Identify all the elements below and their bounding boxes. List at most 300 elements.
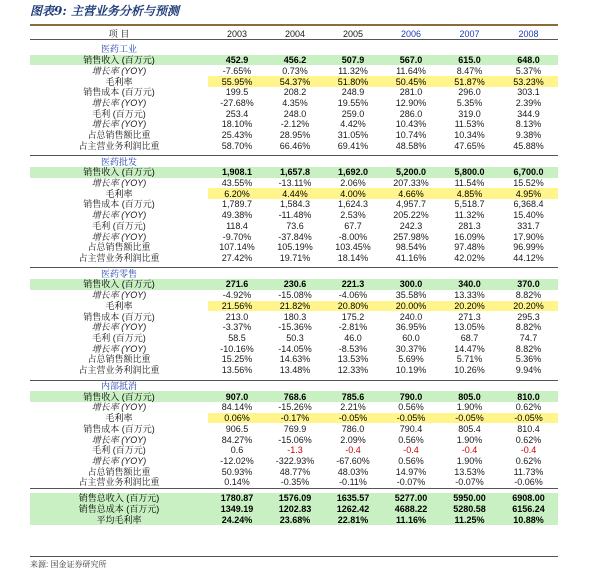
value-cell: 768.6 — [266, 391, 324, 402]
value-cell: 46.0 — [344, 333, 362, 344]
value-cell: 68.7 — [460, 333, 479, 344]
value-cell: 0.6 — [230, 445, 244, 456]
totals-value: 1262.42 — [324, 503, 382, 514]
value-cell: -4.06% — [338, 290, 368, 301]
value-cell: 271.6 — [208, 279, 266, 290]
value-cell: 21.56% — [208, 301, 266, 312]
value-cell: 69.41% — [337, 140, 369, 151]
empty-cell — [324, 380, 382, 391]
section-header-row — [30, 44, 558, 55]
empty-cell — [208, 44, 266, 55]
totals-value: 1202.83 — [266, 503, 324, 514]
value-cell: 207.33% — [393, 177, 429, 188]
value-cell: -9.70% — [222, 231, 252, 242]
totals-label: 销售总收入 (百万元) — [30, 493, 208, 504]
totals-value: 1780.87 — [208, 493, 266, 504]
empty-cell — [208, 380, 266, 391]
value-cell: -37.84% — [278, 231, 312, 242]
value-cell: 14.97% — [395, 466, 427, 477]
table-row — [30, 477, 558, 488]
totals-value: 22.81% — [324, 514, 382, 525]
empty-cell — [266, 268, 324, 279]
value-cell: 48.03% — [337, 466, 369, 477]
value-cell: 2.53% — [340, 210, 366, 221]
table-row — [30, 76, 558, 87]
value-cell: 8.47% — [456, 65, 483, 76]
value-cell: 319.0 — [458, 108, 481, 119]
section-header-row — [30, 156, 558, 167]
value-cell: 6,700.0 — [499, 167, 558, 178]
value-cell: 50.45% — [382, 76, 440, 87]
totals-value: 1349.19 — [208, 503, 266, 514]
value-cell: 12.33% — [337, 365, 369, 376]
value-cell: 0.06% — [208, 413, 266, 424]
value-cell: -4.92% — [222, 290, 252, 301]
value-cell: 786.0 — [341, 423, 365, 434]
value-cell: 5.69% — [398, 354, 424, 365]
value-cell: 19.71% — [279, 253, 311, 264]
row-label: 销售成本 (百万元) — [83, 199, 155, 210]
value-cell: 8.13% — [515, 119, 542, 130]
value-cell: 15.52% — [513, 177, 544, 188]
value-cell: -13.11% — [278, 177, 312, 188]
value-cell: 60.0 — [402, 333, 420, 344]
value-cell: 0.62% — [515, 455, 542, 466]
value-cell: 1,657.8 — [266, 167, 324, 178]
value-cell: 296.0 — [458, 87, 481, 98]
value-cell: 253.4 — [225, 108, 249, 119]
value-cell: 0.14% — [224, 477, 250, 488]
value-cell: 9.38% — [515, 130, 542, 141]
row-label: 增长率 (YOY) — [91, 343, 147, 354]
value-cell: 97.48% — [454, 242, 485, 253]
value-cell: 54.37% — [266, 76, 324, 87]
value-cell: 16.09% — [454, 231, 485, 242]
value-cell: 50.93% — [221, 466, 253, 477]
value-cell: -14.05% — [278, 343, 312, 354]
totals-value: 5950.00 — [440, 493, 499, 504]
row-label: 占主营业务利润比重 — [78, 477, 160, 488]
section-name: 医药零售 — [30, 268, 208, 279]
source-note: 来源: 国金证券研究所 — [30, 560, 107, 569]
footer-divider — [30, 556, 558, 557]
value-cell: -2.81% — [338, 322, 368, 333]
value-cell: 28.95% — [279, 130, 311, 141]
value-cell: 35.58% — [395, 290, 427, 301]
value-cell: 53.23% — [499, 76, 558, 87]
value-cell: 10.19% — [395, 365, 427, 376]
value-cell: 4.42% — [340, 119, 366, 130]
table-row — [30, 253, 558, 264]
value-cell: 11.32% — [338, 65, 368, 76]
totals-value: 11.16% — [382, 514, 440, 525]
value-cell: -0.07% — [396, 477, 426, 488]
row-label: 增长率 (YOY) — [91, 119, 147, 130]
forecast-table — [30, 28, 558, 525]
section-name: 医药批发 — [30, 156, 208, 167]
value-cell: 5,200.0 — [382, 167, 440, 178]
value-cell: 66.46% — [279, 140, 311, 151]
value-cell: 213.0 — [225, 311, 249, 322]
value-cell: 4.35% — [282, 97, 308, 108]
empty-cell — [382, 380, 440, 391]
value-cell: 242.3 — [399, 220, 423, 231]
value-cell: 344.9 — [517, 108, 540, 119]
value-cell: 1.90% — [456, 455, 483, 466]
table-row — [30, 119, 558, 130]
empty-cell — [382, 44, 440, 55]
table-row — [30, 221, 558, 232]
value-cell: 47.65% — [454, 140, 485, 151]
value-cell: 48.58% — [395, 140, 427, 151]
value-cell: 4.00% — [324, 188, 382, 199]
row-label: 占总销售额比重 — [87, 242, 151, 253]
table-row — [30, 402, 558, 413]
value-cell: -10.16% — [220, 343, 254, 354]
value-cell: 175.2 — [341, 311, 365, 322]
value-cell: 73.6 — [286, 220, 304, 231]
value-cell: 507.9 — [324, 55, 382, 66]
value-cell: 331.7 — [517, 220, 540, 231]
table-row — [30, 466, 558, 477]
value-cell: 12.90% — [395, 97, 427, 108]
value-cell: 11.53% — [454, 119, 485, 130]
value-cell: 118.4 — [226, 220, 248, 231]
empty-cell — [440, 268, 499, 279]
table-body — [30, 28, 558, 525]
totals-row — [30, 493, 558, 504]
value-cell: 10.34% — [454, 130, 485, 141]
value-cell: 340.0 — [440, 279, 499, 290]
value-cell: -8.53% — [338, 343, 368, 354]
table-row — [30, 87, 558, 98]
value-cell: -15.26% — [278, 402, 312, 413]
section-name: 内部抵消 — [30, 380, 208, 391]
value-cell: 20.20% — [440, 301, 499, 312]
section-name: 医药工业 — [100, 44, 137, 55]
totals-value: 5277.00 — [382, 493, 440, 504]
value-cell: -15.06% — [278, 434, 312, 445]
value-cell: 10.26% — [454, 365, 485, 376]
row-label: 占主营业务利润比重 — [78, 140, 160, 151]
value-cell: 615.0 — [440, 55, 499, 66]
year-header: 2006 — [382, 28, 440, 40]
row-label: 毛利率 — [30, 301, 208, 312]
value-cell: -67.60% — [336, 455, 370, 466]
row-label: 销售收入 (百万元) — [30, 279, 208, 290]
value-cell: 25.43% — [221, 130, 253, 141]
value-cell: 2.21% — [340, 402, 366, 413]
value-cell: 5.35% — [456, 97, 483, 108]
value-cell: 5.36% — [515, 354, 542, 365]
value-cell: 11.54% — [454, 177, 485, 188]
value-cell: 21.82% — [266, 301, 324, 312]
value-cell: 370.0 — [499, 279, 558, 290]
table-row — [30, 311, 558, 322]
value-cell: -0.4 — [403, 445, 419, 456]
title-divider — [30, 24, 558, 26]
value-cell: 42.02% — [454, 253, 485, 264]
value-cell: 4,957.7 — [395, 199, 427, 210]
row-label: 销售收入 (百万元) — [30, 167, 208, 178]
value-cell: 96.99% — [513, 242, 544, 253]
value-cell: 84.27% — [221, 434, 253, 445]
value-cell: 13.53% — [337, 354, 369, 365]
table-row — [30, 456, 558, 467]
value-cell: -3.37% — [222, 322, 252, 333]
value-cell: 55.95% — [208, 76, 266, 87]
value-cell: 0.62% — [515, 434, 542, 445]
value-cell: 17.90% — [513, 231, 544, 242]
year-header: 2003 — [208, 28, 266, 40]
value-cell: 15.40% — [513, 210, 544, 221]
row-label: 增长率 (YOY) — [91, 455, 147, 466]
value-cell: -0.17% — [266, 413, 324, 424]
value-cell: 43.55% — [221, 177, 253, 188]
empty-cell — [382, 268, 440, 279]
value-cell: 2.09% — [340, 434, 366, 445]
value-cell: 4.95% — [499, 188, 558, 199]
empty-cell — [324, 44, 382, 55]
row-label: 占总销售额比重 — [87, 466, 151, 477]
table-row — [30, 322, 558, 333]
row-label: 增长率 (YOY) — [91, 290, 147, 301]
value-cell: 257.98% — [393, 231, 429, 242]
value-cell: 286.0 — [399, 108, 423, 119]
value-cell: -322.93% — [275, 455, 315, 466]
row-label: 增长率 (YOY) — [91, 97, 147, 108]
table-row — [30, 434, 558, 445]
totals-value: 23.68% — [266, 514, 324, 525]
empty-cell — [440, 380, 499, 391]
value-cell: 0.56% — [398, 402, 424, 413]
row-label: 毛利 (百万元) — [92, 220, 146, 231]
year-header: 2005 — [324, 28, 382, 40]
totals-value: 1576.09 — [266, 493, 324, 504]
value-cell: 281.3 — [458, 220, 481, 231]
table-row — [30, 333, 558, 344]
table-row — [30, 343, 558, 354]
value-cell: 2.39% — [515, 97, 542, 108]
table-row — [30, 445, 558, 456]
value-cell: 1.90% — [456, 402, 483, 413]
value-cell: 5,800.0 — [440, 167, 499, 178]
value-cell: 5.71% — [456, 354, 483, 365]
value-cell: 2.06% — [340, 177, 366, 188]
value-cell: 8.82% — [515, 290, 542, 301]
row-label: 毛利 (百万元) — [92, 445, 146, 456]
value-cell: 107.14% — [219, 242, 255, 253]
year-header: 2008 — [499, 28, 558, 40]
value-cell: 5.37% — [515, 65, 542, 76]
value-cell: 4.66% — [382, 188, 440, 199]
value-cell: 240.0 — [399, 311, 423, 322]
value-cell: 20.80% — [324, 301, 382, 312]
value-cell: 8.82% — [515, 343, 542, 354]
table-row — [30, 140, 558, 151]
value-cell: 48.77% — [279, 466, 311, 477]
row-label: 增长率 (YOY) — [91, 231, 147, 242]
value-cell: -0.06% — [514, 477, 543, 488]
value-cell: 15.25% — [221, 354, 253, 365]
row-label: 销售成本 (百万元) — [83, 311, 155, 322]
value-cell: 906.5 — [225, 423, 249, 434]
value-cell: 13.33% — [454, 290, 485, 301]
totals-value: 10.88% — [499, 514, 558, 525]
value-cell: 1,789.7 — [221, 199, 253, 210]
table-row — [30, 65, 558, 76]
value-cell: 221.3 — [324, 279, 382, 290]
table-row — [30, 210, 558, 221]
year-header: 2004 — [266, 28, 324, 40]
value-cell: 105.19% — [277, 242, 313, 253]
value-cell: 180.3 — [283, 311, 307, 322]
empty-cell — [499, 44, 558, 55]
totals-value: 24.24% — [208, 514, 266, 525]
value-cell: 271.3 — [458, 311, 481, 322]
value-cell: -0.07% — [455, 477, 484, 488]
row-label: 销售成本 (百万元) — [83, 87, 155, 98]
value-cell: 810.4 — [517, 423, 540, 434]
table-row — [30, 199, 558, 210]
table-row — [30, 98, 558, 109]
value-cell: 0.56% — [398, 455, 424, 466]
value-cell: 58.5 — [228, 333, 246, 344]
value-cell: 51.80% — [324, 76, 382, 87]
row-label: 销售收入 (百万元) — [30, 391, 208, 402]
totals-value: 6908.00 — [499, 493, 558, 504]
totals-value: 6156.24 — [499, 503, 558, 514]
row-label: 毛利 (百万元) — [92, 333, 146, 344]
row-label: 增长率 (YOY) — [91, 177, 147, 188]
empty-cell — [440, 44, 499, 55]
value-cell: 13.53% — [454, 466, 485, 477]
row-label: 占总销售额比重 — [87, 130, 151, 141]
value-cell: -15.36% — [278, 322, 312, 333]
totals-label: 平均毛利率 — [30, 514, 208, 525]
table-row — [30, 354, 558, 365]
value-cell: 4.44% — [266, 188, 324, 199]
row-label: 占主营业务利润比重 — [78, 365, 160, 376]
value-cell: -11.48% — [278, 210, 312, 221]
value-cell: -0.05% — [499, 413, 558, 424]
table-row — [30, 231, 558, 242]
value-cell: 18.10% — [221, 119, 253, 130]
value-cell: 67.7 — [344, 220, 362, 231]
value-cell: 6,368.4 — [513, 199, 544, 210]
value-cell: 452.9 — [208, 55, 266, 66]
value-cell: 19.55% — [337, 97, 369, 108]
value-cell: -8.00% — [338, 231, 368, 242]
value-cell: 1,692.0 — [324, 167, 382, 178]
row-label: 增长率 (YOY) — [91, 322, 147, 333]
row-label: 占主营业务利润比重 — [78, 253, 160, 264]
value-cell: 199.5 — [225, 87, 249, 98]
empty-cell — [382, 156, 440, 167]
value-cell: 205.22% — [393, 210, 429, 221]
empty-cell — [324, 268, 382, 279]
row-label: 毛利率 — [30, 188, 208, 199]
value-cell: -12.02% — [220, 455, 254, 466]
value-cell: -0.4 — [520, 445, 537, 456]
value-cell: -2.12% — [280, 119, 310, 130]
table-row — [30, 242, 558, 253]
table-row — [30, 130, 558, 141]
value-cell: 208.2 — [283, 87, 307, 98]
empty-cell — [208, 268, 266, 279]
value-cell: 805.0 — [440, 391, 499, 402]
value-cell: 6.20% — [208, 188, 266, 199]
table-row — [30, 365, 558, 376]
totals-row — [30, 503, 558, 514]
table-row — [30, 188, 558, 199]
value-cell: 281.0 — [399, 87, 423, 98]
header-label: 项 目 — [30, 28, 208, 40]
value-cell: -27.68% — [220, 97, 254, 108]
value-cell: -0.4 — [345, 445, 361, 456]
empty-cell — [266, 156, 324, 167]
value-cell: 14.63% — [279, 354, 311, 365]
value-cell: 300.0 — [382, 279, 440, 290]
value-cell: 1,584.3 — [279, 199, 311, 210]
value-cell: 27.42% — [221, 253, 253, 264]
table-row — [30, 290, 558, 301]
value-cell: 303.1 — [517, 87, 540, 98]
row-label: 占总销售额比重 — [87, 354, 151, 365]
value-cell: 8.82% — [515, 322, 542, 333]
value-cell: 1,908.1 — [208, 167, 266, 178]
value-cell: 10.74% — [395, 130, 427, 141]
row-label: 毛利率 — [30, 76, 208, 87]
value-cell: 13.48% — [279, 365, 311, 376]
value-cell: 907.0 — [208, 391, 266, 402]
section-header-row — [30, 268, 558, 279]
row-label: 销售收入 (百万元) — [30, 55, 208, 66]
value-cell: 1.90% — [456, 434, 483, 445]
value-cell: 31.05% — [337, 130, 369, 141]
table-row — [30, 55, 558, 66]
value-cell: 248.9 — [341, 87, 365, 98]
empty-cell — [324, 156, 382, 167]
value-cell: -0.35% — [280, 477, 310, 488]
value-cell: 50.3 — [286, 333, 304, 344]
value-cell: 98.54% — [395, 242, 427, 253]
value-cell: 259.0 — [341, 108, 365, 119]
table-row — [30, 279, 558, 290]
value-cell: 790.0 — [382, 391, 440, 402]
value-cell: 11.32% — [454, 210, 485, 221]
value-cell: 785.6 — [324, 391, 382, 402]
row-label: 毛利 (百万元) — [92, 108, 146, 119]
row-label: 销售成本 (百万元) — [83, 423, 155, 434]
value-cell: 49.38% — [221, 210, 253, 221]
row-label: 增长率 (YOY) — [91, 434, 147, 445]
value-cell: -1.3 — [287, 445, 303, 456]
value-cell: 456.2 — [266, 55, 324, 66]
empty-cell — [208, 156, 266, 167]
value-cell: 84.14% — [221, 402, 253, 413]
value-cell: -0.05% — [382, 413, 440, 424]
header-row — [30, 28, 558, 40]
value-cell: 13.05% — [454, 322, 485, 333]
table-row — [30, 391, 558, 402]
value-cell: 51.87% — [440, 76, 499, 87]
row-label: 增长率 (YOY) — [91, 210, 147, 221]
value-cell: 648.0 — [499, 55, 558, 66]
table-row — [30, 301, 558, 312]
value-cell: 20.20% — [499, 301, 558, 312]
value-cell: -0.05% — [440, 413, 499, 424]
